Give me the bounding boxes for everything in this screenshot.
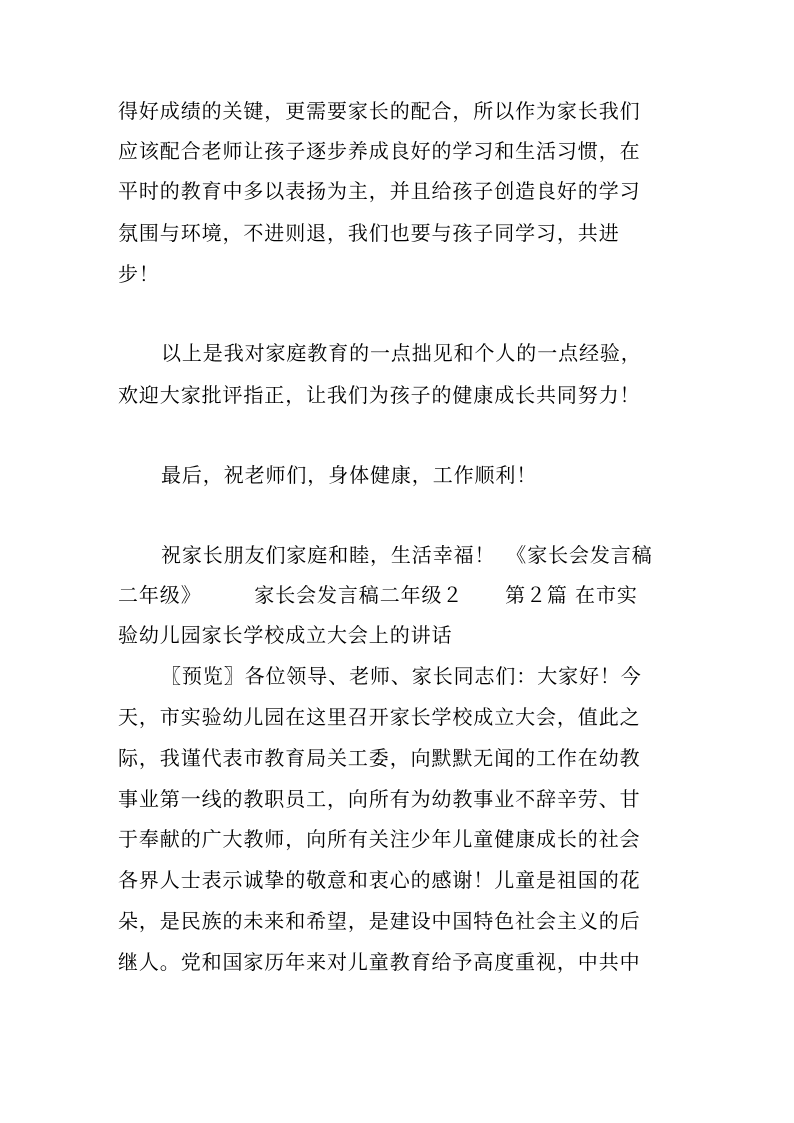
text-line: 欢迎大家批评指正，让我们为孩子的健康成长共同努力！ [118, 383, 641, 407]
text-line: 天，市实验幼儿园在这里召开家长学校成立大会，值此之 [118, 705, 641, 729]
text-line: 得好成绩的关键，更需要家长的配合，所以作为家长我们 [118, 99, 641, 123]
text-line: 于奉献的广大教师，向所有关注少年儿童健康成长的社会 [118, 827, 641, 851]
text-line: 事业第一线的教职员工，向所有为幼教事业不辞辛劳、甘 [118, 787, 641, 811]
text-line: 〖预览〗各位领导、老师、家长同志们：大家好！今 [161, 664, 642, 688]
text-line: 际，我谨代表市教育局关工委，向默默无闻的工作在幼教 [118, 746, 641, 770]
text-line: 最后，祝老师们，身体健康，工作顺利！ [161, 463, 538, 487]
text-line: 以上是我对家庭教育的一点拙见和个人的一点经验， [161, 341, 642, 365]
text-line: 二年级》 家长会发言稿二年级２ 第２篇 在市实 [118, 583, 638, 607]
text-line: 朵，是民族的未来和希望，是建设中国特色社会主义的后 [118, 909, 641, 933]
text-line: 氛围与环境，不进则退，我们也要与孩子同学习，共进 [118, 221, 620, 245]
text-line: 步！ [118, 262, 160, 286]
text-line: 应该配合老师让孩子逐步养成良好的学习和生活习惯，在 [118, 139, 641, 163]
text-line: 平时的教育中多以表扬为主，并且给孩子创造良好的学习 [118, 179, 641, 203]
text-line: 验幼儿园家长学校成立大会上的讲话 [118, 623, 453, 647]
text-line: 各界人士表示诚挚的敬意和衷心的感谢！儿童是祖国的花 [118, 868, 641, 892]
text-line: 继人。党和国家历年来对儿童教育给予高度重视，中共中 [118, 950, 641, 974]
text-line: 祝家长朋友们家庭和睦，生活幸福！ 《家长会发言稿 [161, 543, 653, 567]
